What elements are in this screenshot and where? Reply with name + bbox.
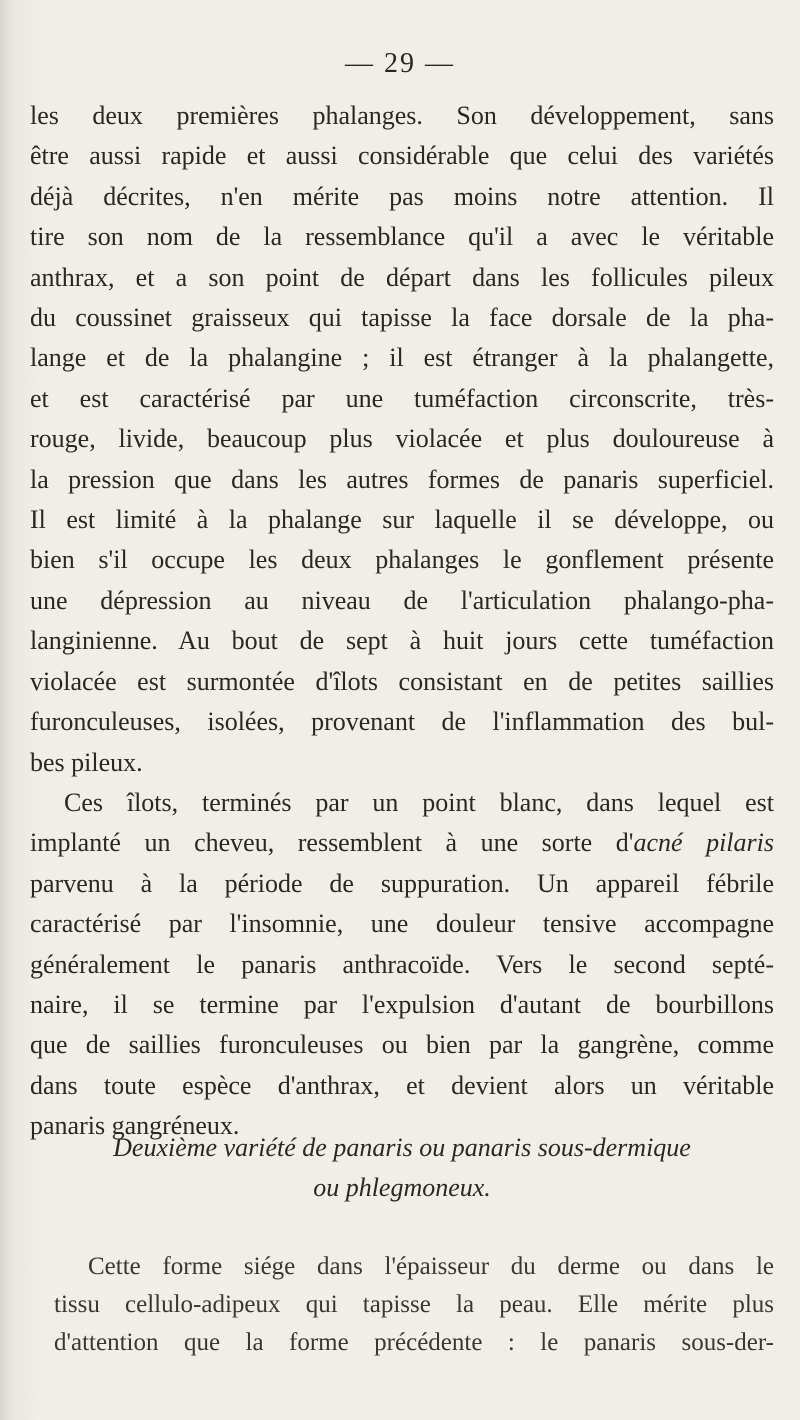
text-line: violacée est surmontée d'îlots consistant en de petites saillies: [30, 666, 774, 696]
text-line: parvenu à la période de suppuration. Un appareil fébrile: [30, 868, 774, 898]
text-line: bien s'il occupe les deux phalanges le gonflement présente: [30, 545, 774, 575]
text-line: une dépression au niveau de l'articulation phalango-pha-: [30, 585, 774, 615]
text-line: être aussi rapide et aussi considérable que celui des variétés: [30, 141, 774, 171]
text-fragment: implanté un cheveu, ressemblent à une sorte d': [30, 828, 634, 858]
text-line: la pression que dans les autres formes de panaris superficiel.: [30, 464, 774, 494]
text-line: que de saillies furonculeuses ou bien par la gangrène, comme: [30, 1030, 774, 1060]
text-line: Cette forme siége dans l'épaisseur du derme ou dans le: [88, 1253, 774, 1280]
body-text: [30, 96, 774, 1147]
text-line: lange et de la phalangine ; il est étranger à la phalangette,: [30, 343, 774, 373]
text-line: dans toute espèce d'anthrax, et devient alors un véritable: [30, 1070, 774, 1100]
text-line: anthrax, et a son point de départ dans les follicules pileux: [30, 262, 774, 292]
paragraph-anthracoid-description: [30, 96, 774, 783]
text-line: naire, il se termine par l'expulsion d'autant de bourbillons: [30, 989, 774, 1019]
section-heading: [30, 1128, 774, 1208]
text-line: Ces îlots, terminés par un point blanc, dans lequel est: [64, 787, 774, 817]
text-line: Il est limité à la phalange sur laquelle il se développe, ou: [30, 505, 774, 535]
page-number: — 29 —: [345, 48, 455, 79]
text-line: bes pileux.: [30, 747, 143, 777]
text-line: rouge, livide, beaucoup plus violacée et plus douloureuse à: [30, 424, 774, 454]
text-line: du coussinet graisseux qui tapisse la face dorsale de la pha-: [30, 303, 774, 333]
heading-line: Deuxième variété de panaris ou panaris sous-dermique: [113, 1133, 691, 1162]
text-line: [30, 823, 774, 863]
text-line: généralement le panaris anthracoïde. Vers le second septé-: [30, 949, 774, 979]
text-line: d'attention que la forme précédente : le panaris sous-der-: [54, 1329, 774, 1356]
heading-line: ou phlegmoneux.: [313, 1173, 491, 1202]
text-line: panaris gangréneux.: [30, 1111, 240, 1141]
text-line: furonculeuses, isolées, provenant de l'inflammation des bul-: [30, 707, 774, 737]
text-line: tire son nom de la ressemblance qu'il a avec le véritable: [30, 222, 774, 252]
text-line: langinienne. Au bout de sept à huit jours cette tuméfaction: [30, 626, 774, 656]
text-line: déjà décrites, n'en mérite pas moins notre attention. Il: [30, 181, 774, 211]
text-line: caractérisé par l'insomnie, une douleur tensive accompagne: [30, 909, 774, 939]
text-line: tissu cellulo-adipeux qui tapisse la peau. Elle mérite plus: [54, 1291, 774, 1318]
text-line: et est caractérisé par une tuméfaction circonscrite, très-: [30, 383, 774, 413]
text-line: les deux premières phalanges. Son développement, sans: [30, 101, 774, 130]
paragraph-islets: [30, 783, 774, 1147]
italic-term: acné pilaris: [633, 828, 774, 858]
paragraph-subdermal: [54, 1248, 774, 1362]
